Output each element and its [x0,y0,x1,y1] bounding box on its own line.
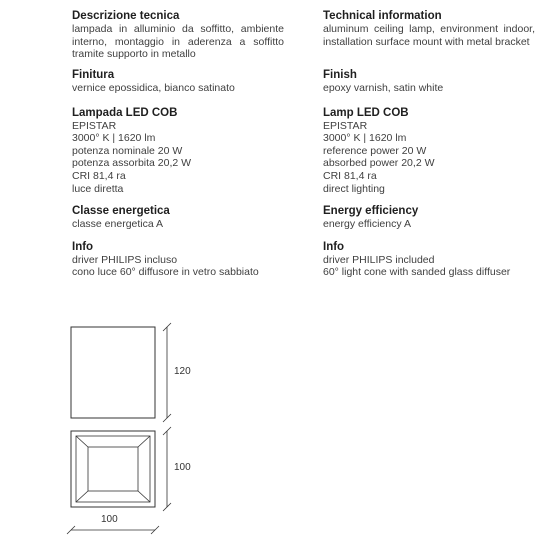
en-lamp-brand: EPISTAR [323,119,368,132]
it-lamp-nominal-power: potenza nominale 20 W [72,144,183,157]
front-view [71,431,155,507]
it-energy-class-title: Classe energetica [72,205,170,218]
en-technical-information-text: aluminum ceiling lamp, environment indoor, installation surface mount with metal bracket [323,23,535,48]
front-width-label: 100 [101,514,118,525]
en-lamp-light-type: direct lighting [323,182,385,195]
it-energy-class-text: classe energetica A [72,218,164,231]
front-width-dimension [67,526,159,534]
en-lamp-title: Lamp LED COB [323,106,409,119]
side-view-outline [71,327,155,418]
it-finish-title: Finitura [72,69,115,81]
en-lamp-cri: CRI 81,4 ra [323,169,377,182]
en-technical-information-title: Technical information [323,10,442,22]
it-lamp-cri: CRI 81,4 ra [72,169,126,182]
it-finish-text: vernice epossidica, bianco satinato [72,82,235,94]
side-height-label: 120 [174,366,191,377]
en-energy-efficiency-text: energy efficiency A [323,218,411,231]
side-height-dimension [163,323,171,422]
front-view-outer-frame [71,431,155,507]
it-info-cone: cono luce 60° diffusore in vetro sabbiato [72,266,259,279]
en-info-driver: driver PHILIPS included [323,253,435,266]
en-lamp-color-temp: 3000° K | 1620 lm [323,132,407,145]
it-lamp-absorbed-power: potenza assorbita 20,2 W [72,157,192,170]
front-height-dimension [163,427,171,511]
en-finish-title: Finish [323,69,357,81]
it-lamp-color-temp: 3000° K | 1620 lm [72,132,156,145]
en-finish-text: epoxy varnish, satin white [323,82,444,94]
en-info-title: Info [323,240,345,253]
it-info-title: Info [72,240,94,253]
it-technical-description-text: lampada in alluminio da soffitto, ambiente interno, montaggio in aderenza a soffitto tramite supporto in metallo [72,23,284,61]
front-view-inner-diffuser [88,447,138,491]
it-info-driver: driver PHILIPS incluso [72,253,178,266]
it-technical-description-title: Descrizione tecnica [72,10,180,22]
en-lamp-reference-power: reference power 20 W [323,144,427,157]
it-lamp-title: Lampada LED COB [72,106,178,119]
en-info-cone: 60° light cone with sanded glass diffuser [323,266,511,279]
en-energy-efficiency-title: Energy efficiency [323,205,419,218]
en-lamp-absorbed-power: absorbed power 20,2 W [323,157,435,170]
it-lamp-light-type: luce diretta [72,182,124,195]
front-height-label: 100 [174,462,191,473]
it-lamp-brand: EPISTAR [72,119,117,132]
